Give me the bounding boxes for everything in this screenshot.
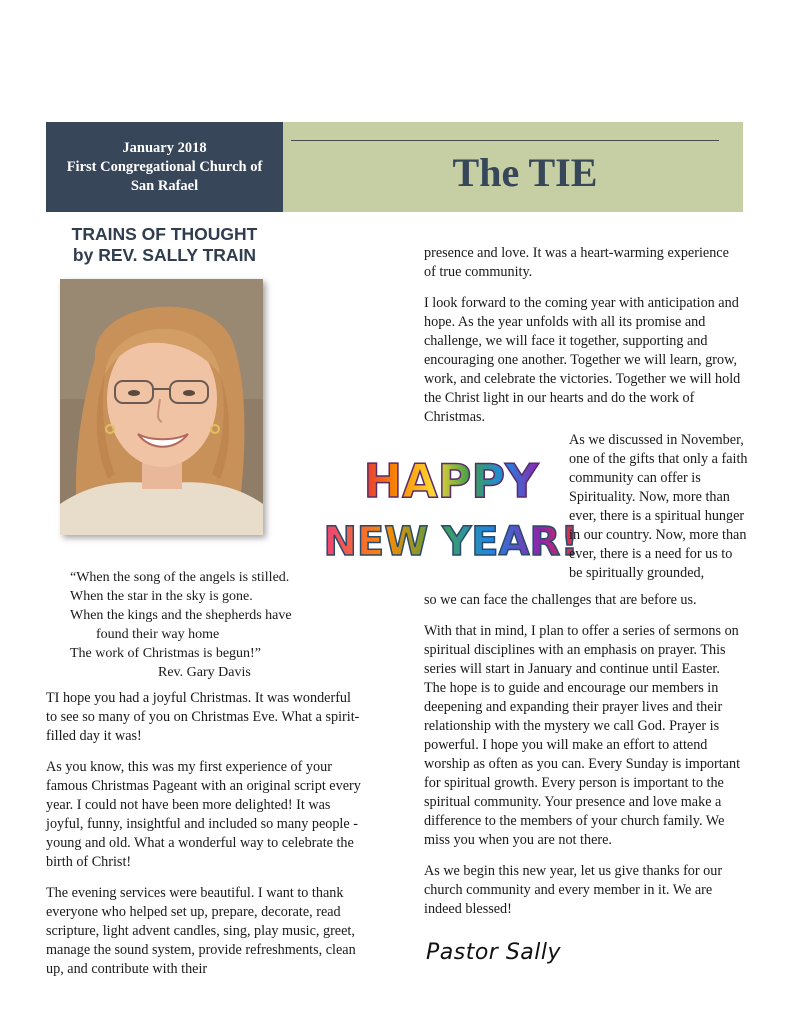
church-name-line1: First Congregational Church of xyxy=(66,158,263,175)
column-title: TRAINS OF THOUGHT xyxy=(71,224,258,244)
pastor-photo xyxy=(60,279,263,535)
newsletter-title: The TIE xyxy=(452,150,598,195)
wrap-text xyxy=(569,431,749,583)
banner-line2: NEW YEAR! xyxy=(323,519,579,565)
right-column-bottom-text xyxy=(424,592,744,931)
paragraph: As you know, this was my first experience of your famous Christmas Pageant with an original script every year. I could not have been more delighted! It was joyful, funny, insightful and included so many people - young and old. What a wonderful way to celebrate the birth of Christ! xyxy=(46,759,361,870)
poem-attribution: Rev. Gary Davis xyxy=(158,665,251,680)
church-name-line2: San Rafael xyxy=(130,177,199,194)
paragraph: With that in mind, I plan to offer a series of sermons on spiritual disciplines with an emphasis on prayer. This series will start in January and continue until Easter. The hope is to guide and encourage our members in deepening and expanding their prayer lives and their relationship with the mystery we call God. Prayer is powerful. I hope you will make an effort to attend worship as often as you can. Every Sunday is important for spiritual growth. Every person is important to the spiritual community. Your presence and love make a difference to the members of your church family. We miss you when you are not there. xyxy=(424,623,741,848)
paragraph: As we begin this new year, let us give thanks for our church community and every member in it. We are indeed blessed! xyxy=(424,863,723,917)
masthead-info-box xyxy=(46,122,283,212)
poem-quote xyxy=(70,568,360,682)
poem-line: The work of Christmas is begun!” xyxy=(70,646,261,661)
poem-line: When the star in the sky is gone. xyxy=(70,589,253,604)
happy-new-year-graphic xyxy=(323,447,579,569)
paragraph-continuation: so we can face the challenges that are before us. xyxy=(424,592,697,608)
pastor-portrait-drawing xyxy=(60,279,263,535)
masthead-title-box xyxy=(283,122,743,212)
paragraph: As we discussed in November, one of the gifts that only a faith community can offer is Spirituality. Now, more than ever, there is a spiritual hunger in our country. Now, more than ever, there is a need for us to be spiritually grounded, xyxy=(569,432,748,581)
happy-new-year-art xyxy=(323,447,579,569)
signature: Pastor Sally xyxy=(426,940,562,965)
issue-date: January 2018 xyxy=(122,139,207,156)
paragraph: I look forward to the coming year with anticipation and hope. As the year unfolds with all its promise and challenge, we will face it together, supporting and encouraging one another. Together we will learn, grow, work, and celebrate the victories. Together we will hold the Christ light in our hearts and do the work of Christmas. xyxy=(424,295,741,425)
paragraph: TI hope you had a joyful Christmas. It was wonderful to see so many of you on Christmas Eve. What a spirit-filled day it was! xyxy=(46,690,360,744)
right-column-top-text xyxy=(424,244,744,439)
column-heading xyxy=(46,224,283,266)
paragraph: The evening services were beautiful. I want to thank everyone who helped set up, prepare, decorate, read scripture, light advent candles, sing, play music, greet, manage the sound system, provide refreshments, clean up, and contribute with their xyxy=(46,885,356,977)
paragraph: presence and love. It was a heart-warming experience of true community. xyxy=(424,245,729,280)
poem-line: found their way home xyxy=(96,627,220,642)
masthead-rule xyxy=(291,140,719,141)
poem-line: When the kings and the shepherds have xyxy=(70,608,292,623)
column-byline: by REV. SALLY TRAIN xyxy=(72,245,257,265)
banner-line1: HAPPY xyxy=(363,454,539,508)
poem-line: “When the song of the angels is stilled. xyxy=(70,570,290,585)
left-column-text xyxy=(46,689,364,991)
